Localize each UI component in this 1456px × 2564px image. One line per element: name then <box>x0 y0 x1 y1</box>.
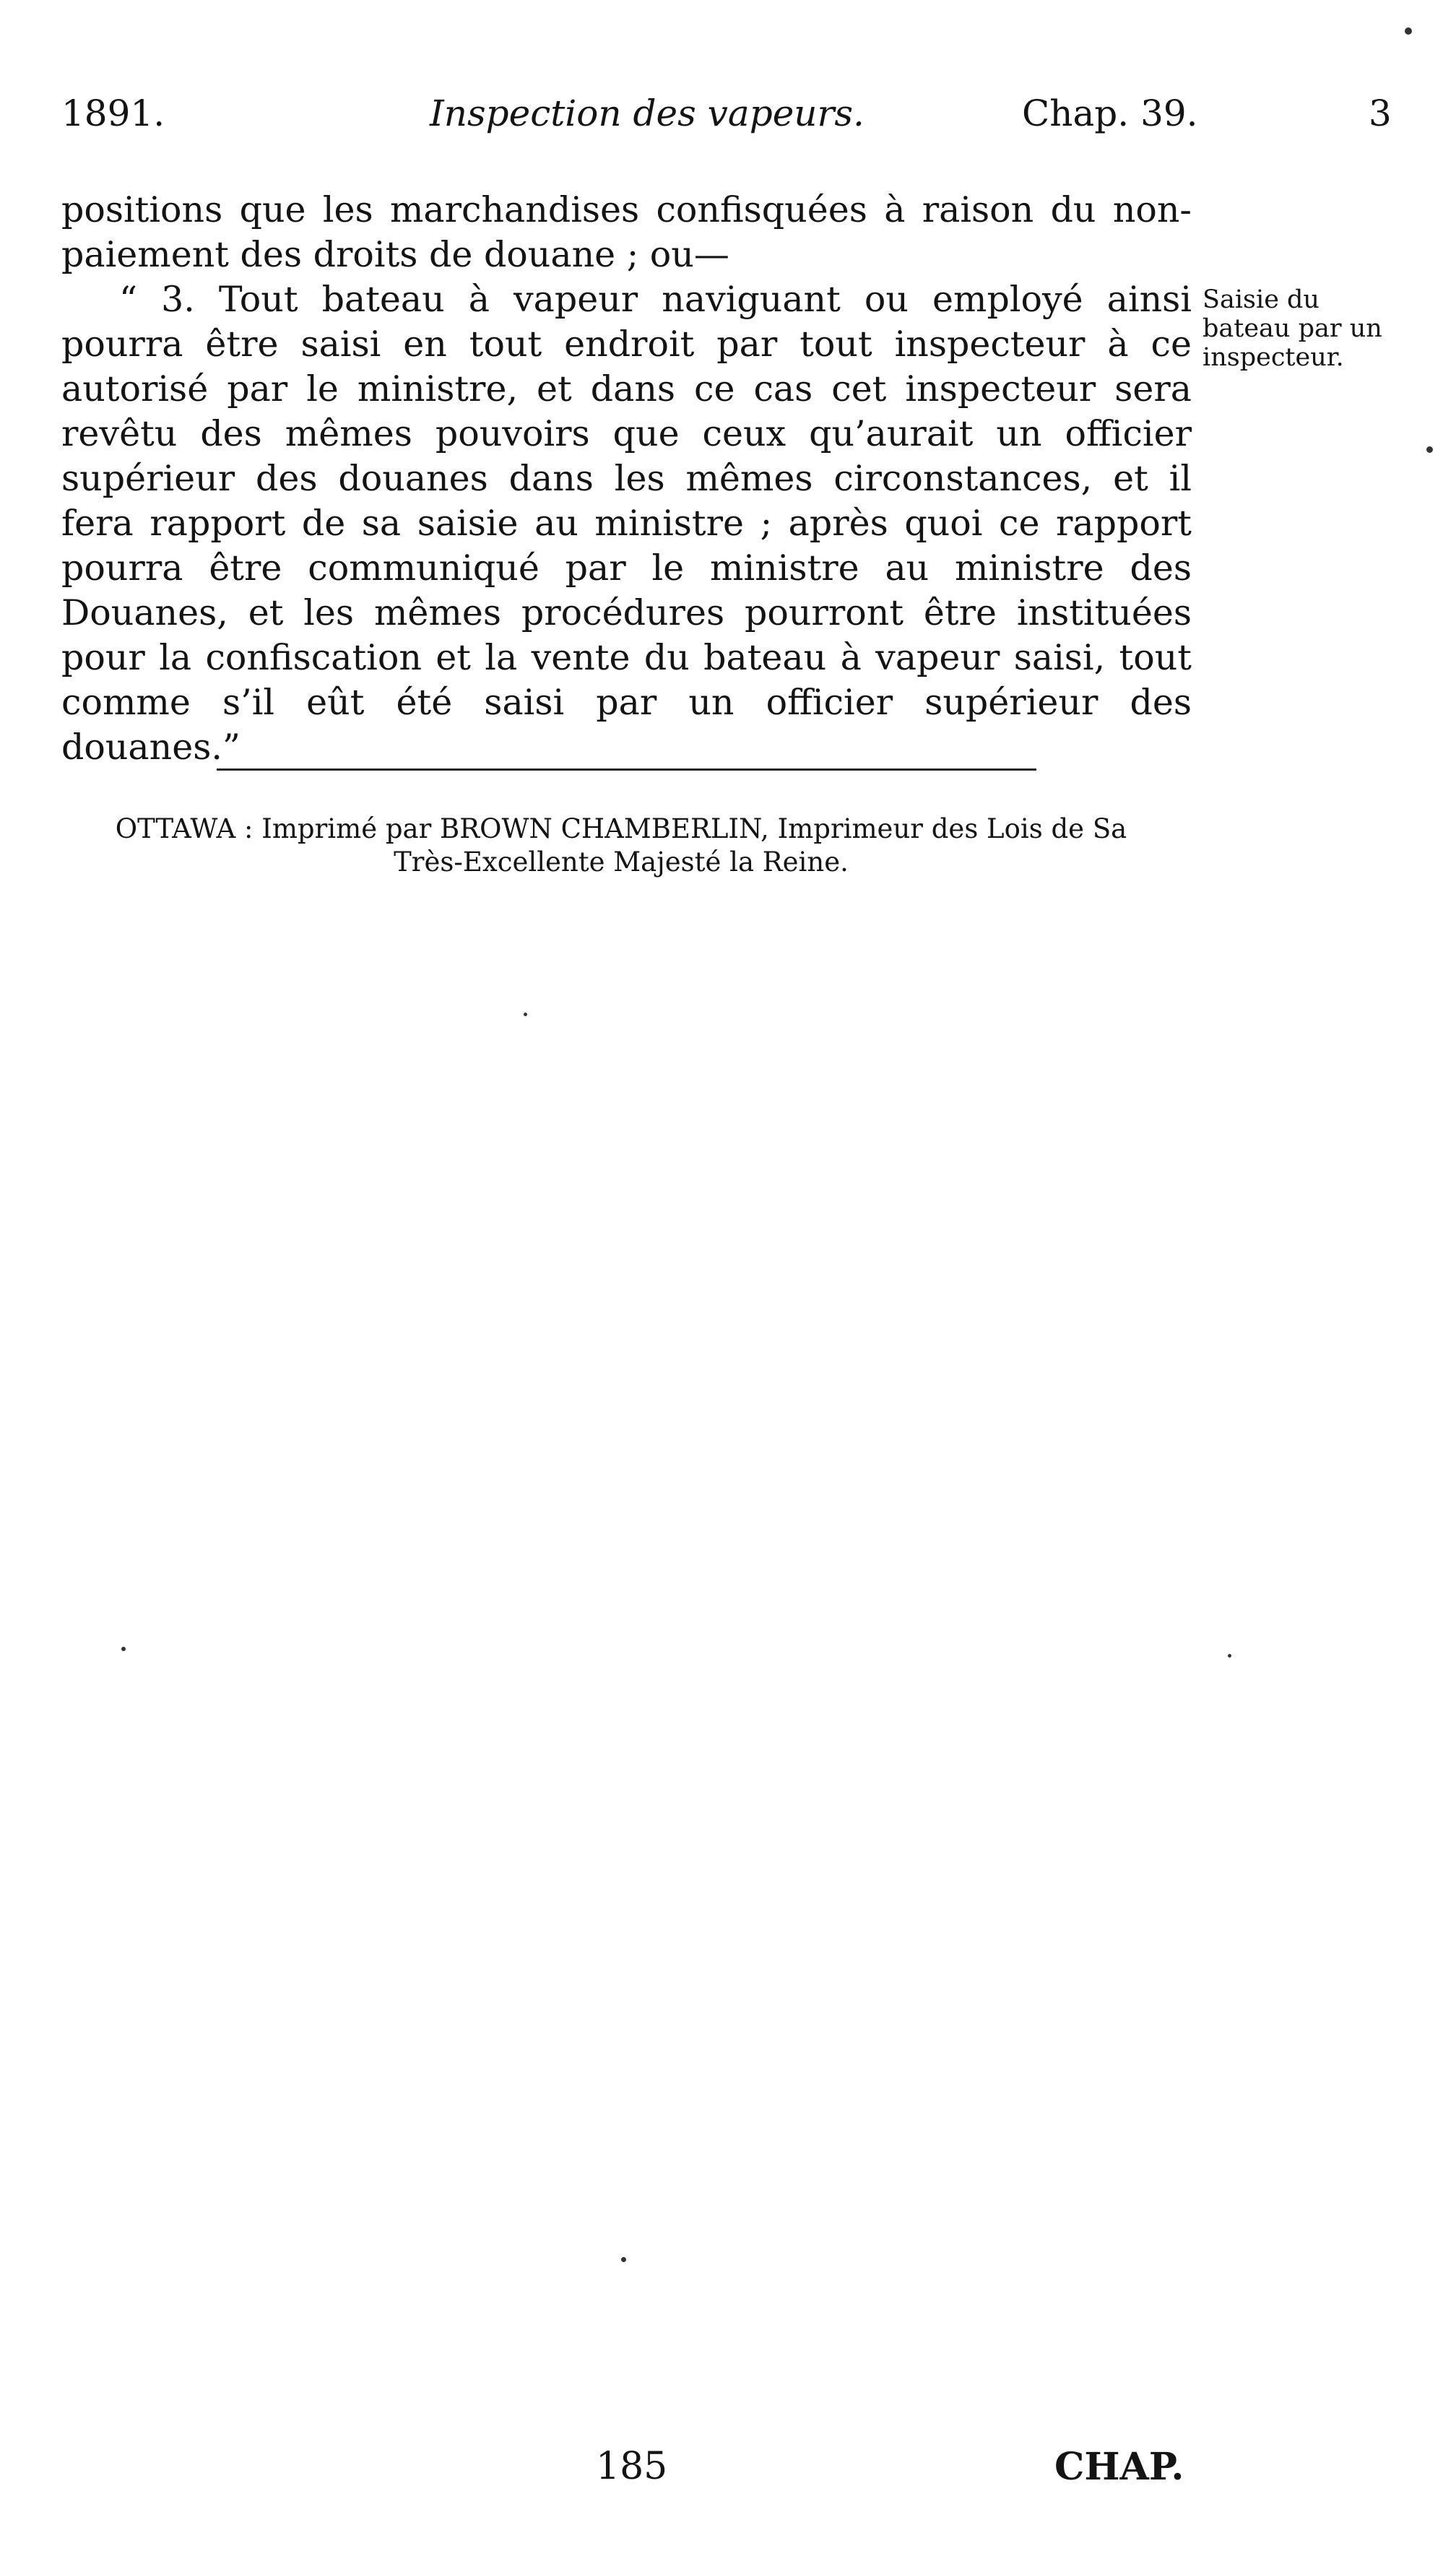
scan-speck <box>1405 27 1412 35</box>
running-header <box>61 92 1390 150</box>
printer-imprint: OTTAWA : Imprimé par BROWN CHAMBERLIN, Imprimeur des Lois de Sa Très-Excellente Majesté la Reine. <box>115 813 1127 878</box>
divider-rule <box>217 768 1036 771</box>
body-text <box>61 188 1192 770</box>
scan-speck <box>1426 446 1433 453</box>
footer-catchword: CHAP. <box>1054 2445 1184 2489</box>
scan-speck <box>121 1647 126 1651</box>
header-year: 1891. <box>61 92 165 134</box>
header-page-number: 3 <box>1369 92 1392 134</box>
scan-speck <box>524 1013 527 1016</box>
page-footer <box>0 2445 1456 2503</box>
footer-page-number: 185 <box>596 2445 668 2488</box>
scan-speck <box>1228 1654 1231 1658</box>
marginal-note: Saisie du bateau par un inspecteur. <box>1202 285 1382 372</box>
paragraph-continuation: positions que les marchandises confisquées à raison du non-paiement des droits de douane ; ou— <box>61 189 1192 275</box>
header-chapter: Chap. 39. <box>1022 92 1198 134</box>
header-title: Inspection des vapeurs. <box>430 92 864 134</box>
scan-speck <box>621 2257 626 2262</box>
paragraph-section-3: “ 3. Tout bateau à vapeur naviguant ou employé ainsi pourra être saisi en tout endroit par tout inspecteur à ce autorisé par le ministre, et dans ce cas cet inspecteur sera revêtu des mêmes pouvoirs que ceux qu’aurait un officier supérieur des douanes dans les mêmes circonstances, et il fera rapport de sa saisie au ministre ; après quoi ce rapport pourra être communiqué par le ministre au ministre des Douanes, et les mêmes procédures pourront être instituées pour la confiscation et la vente du bateau à vapeur saisi, tout comme s’il eût été saisi par un officier supérieur des douanes.” <box>61 279 1192 768</box>
